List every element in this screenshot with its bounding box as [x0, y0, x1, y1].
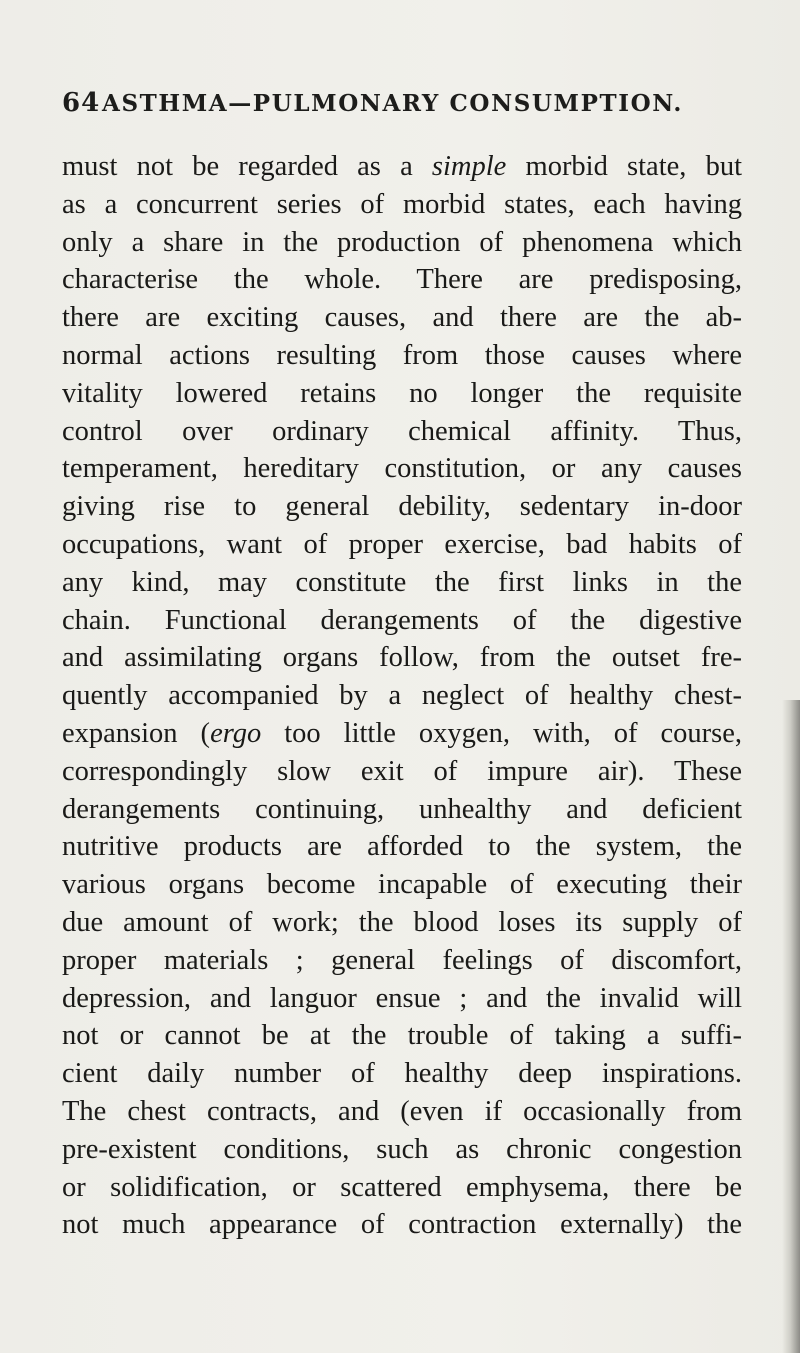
text-line	[62, 148, 742, 186]
text-line	[62, 791, 742, 829]
text-line	[62, 1093, 742, 1131]
text-segment: vitality lowered retains no longer the requisite	[62, 377, 742, 409]
text-line	[62, 1131, 742, 1169]
text-line	[62, 413, 742, 451]
text-segment: or solidification, or scattered emphysema, there be	[62, 1171, 742, 1203]
text-line	[62, 753, 742, 791]
page-number: 64	[62, 88, 101, 118]
text-segment: due amount of work; the blood loses its supply of	[62, 906, 742, 938]
text-segment: not much appearance of contraction externally) the	[62, 1209, 742, 1241]
text-line	[62, 677, 742, 715]
text-segment: not or cannot be at the trouble of taking a suffi-	[62, 1020, 742, 1052]
text-segment: too little oxygen, with, of course,	[261, 717, 742, 749]
text-segment: morbid state, but	[506, 151, 742, 182]
text-line	[62, 1206, 742, 1244]
text-line	[62, 942, 742, 980]
text-line	[62, 1169, 742, 1207]
text-line	[62, 1055, 742, 1093]
text-segment: quently accompanied by a neglect of healthy chest-	[62, 680, 742, 712]
text-segment: cient daily number of healthy deep inspirations.	[62, 1058, 742, 1090]
text-line	[62, 299, 742, 337]
text-line	[62, 375, 742, 413]
text-segment: pre-existent conditions, such as chronic congestion	[62, 1133, 742, 1165]
text-segment: control over ordinary chemical affinity. Thus,	[62, 415, 742, 447]
italic-term: ergo	[210, 717, 262, 749]
text-segment: there are exciting causes, and there are the ab-	[62, 302, 742, 334]
text-segment: depression, and languor ensue ; and the invalid will	[62, 982, 742, 1014]
text-line	[62, 1017, 742, 1055]
text-segment: and assimilating organs follow, from the outset fre-	[62, 642, 742, 674]
italic-term: simple	[431, 151, 507, 182]
text-segment: any kind, may constitute the first links in the	[62, 566, 742, 598]
text-line	[62, 261, 742, 299]
text-segment: only a share in the production of phenomena which	[62, 226, 742, 258]
text-line	[62, 488, 742, 526]
text-line	[62, 904, 742, 942]
text-line	[62, 828, 742, 866]
text-segment: temperament, hereditary constitution, or any causes	[62, 453, 742, 485]
text-line	[62, 980, 742, 1018]
text-segment: The chest contracts, and (even if occasionally from	[62, 1095, 742, 1127]
text-line	[62, 639, 742, 677]
text-line	[62, 564, 742, 602]
page-edge-shadow	[782, 700, 800, 1353]
text-line	[62, 450, 742, 488]
text-segment: normal actions resulting from those causes where	[62, 339, 742, 371]
text-segment: various organs become incapable of executing their	[62, 869, 742, 901]
text-line	[62, 602, 742, 640]
running-head: ASTHMA—PULMONARY CONSUMPTION.	[102, 90, 683, 117]
text-line	[62, 715, 742, 753]
text-line	[62, 526, 742, 564]
text-segment: correspondingly slow exit of impure air). These	[62, 755, 742, 787]
text-line	[62, 224, 742, 262]
page-header	[62, 88, 742, 128]
text-segment: must not be regarded as a	[62, 151, 432, 182]
body-text	[62, 148, 742, 1244]
text-segment: nutritive products are afforded to the system, the	[62, 831, 742, 863]
text-segment: chain. Functional derangements of the digestive	[62, 604, 742, 636]
text-segment: expansion (	[62, 717, 211, 749]
text-segment: occupations, want of proper exercise, bad habits of	[62, 528, 742, 560]
text-segment: giving rise to general debility, sedentary in-door	[62, 491, 742, 523]
text-line	[62, 337, 742, 375]
text-segment: characterise the whole. There are predisposing,	[62, 264, 742, 296]
text-segment: as a concurrent series of morbid states, each having	[62, 188, 742, 220]
text-segment: derangements continuing, unhealthy and deficient	[62, 793, 742, 825]
text-segment: proper materials ; general feelings of discomfort,	[62, 944, 742, 976]
text-line	[62, 186, 742, 224]
text-line	[62, 866, 742, 904]
